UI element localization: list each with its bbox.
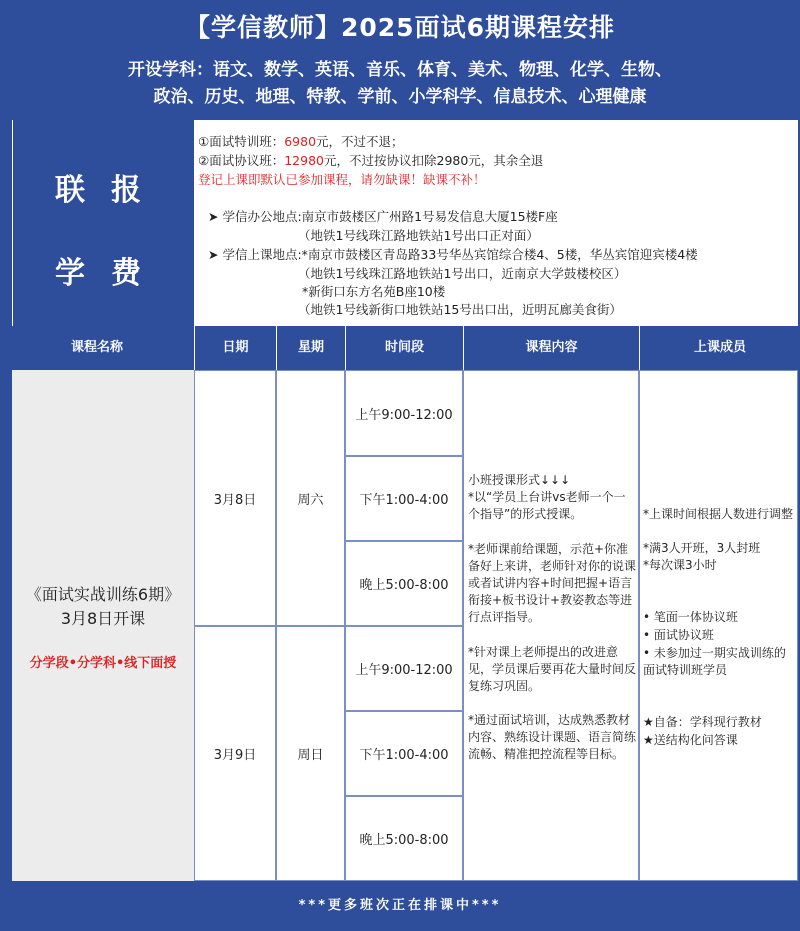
label-enroll: 联报 [55, 173, 167, 208]
content-item: *通过面试培训，达成熟悉教材内容、熟练设计课题、语言简练流畅、精准把控流程等目标。 [468, 713, 637, 761]
class2-line: ②面试协议班：12980元，不过按协议扣除2980元，其余全退 [198, 153, 544, 168]
fee-info-box [194, 122, 798, 324]
class-transit-2: （地铁1号线新街口地铁站15号出口出，近明瓦廊美食街） [298, 302, 622, 317]
time-slot: 下午1:00-4:00 [345, 456, 463, 541]
th-course: 课程名称 [0, 326, 194, 370]
th-time: 时间段 [345, 326, 463, 370]
label-fee: 学费 [55, 256, 167, 291]
weekday-cell: 周日 [276, 626, 345, 881]
course-tag: 分学段•分学科•线下面授 [29, 656, 177, 671]
th-members: 上课成员 [639, 326, 800, 370]
course-content-cell [463, 370, 639, 881]
notice-line: 登记上课即默认已参加课程，请勿缺课！缺课不补！ [198, 172, 486, 187]
left-label-panel [0, 120, 194, 326]
time-slot: 下午1:00-4:00 [345, 711, 463, 796]
time-slot: 晚上5:00-8:00 [345, 541, 463, 626]
date-cell: 3月8日 [194, 370, 276, 626]
subjects-line-2: 政治、历史、地理、特教、学前、小学科学、信息技术、心理健康 [153, 87, 647, 107]
members-cell [639, 370, 798, 881]
subjects-line-1: 开设学科：语文、数学、英语、音乐、体育、美术、物理、化学、生物、 [128, 60, 672, 80]
course-name-cell [12, 370, 194, 881]
header [0, 0, 800, 120]
weekday-cell: 周六 [276, 370, 345, 626]
content-item: *老师课前给课题，示范+你准备好上来讲，老师针对你的说课或者试讲内容+时间把握+语言衔接+板书设计+教姿教态等进行点评指导。 [468, 542, 637, 624]
footer-banner: ***更多班次正在排课中*** [0, 881, 800, 931]
date-cell: 3月9日 [194, 626, 276, 881]
member-note: *满3人开班，3人封班 [643, 541, 761, 555]
class-address: ➤ 学信上课地点:*南京市鼓楼区青岛路33号华丛宾馆综合楼4、5楼，华丛宾馆迎宾楼4楼 [208, 247, 698, 262]
class1-line: ①面试特训班：6980元，不过不退； [198, 134, 404, 149]
content-item: *针对课上老师提出的改进意见，学员课后要再花大量时间反复练习巩固。 [468, 645, 637, 693]
page-title: 【学信教师】2025面试6期课程安排 [185, 13, 615, 42]
office-transit: （地铁1号线珠江路地铁站1号出口正对面） [298, 228, 539, 243]
time-slot: 上午9:00-12:00 [345, 626, 463, 711]
th-content: 课程内容 [463, 326, 639, 370]
member-extra: ★送结构化问答课 [643, 733, 738, 747]
content-item: 小班授课形式↓↓↓ [468, 473, 571, 487]
member-type: • 面试协议班 [643, 628, 714, 642]
time-slot: 晚上5:00-8:00 [345, 796, 463, 881]
course-name: 《面试实战训练6期》 [25, 585, 181, 604]
course-start: 3月8日开课 [60, 609, 146, 628]
member-note: *上课时间根据人数进行调整 [643, 507, 794, 521]
member-note: *每次课3小时 [643, 558, 717, 572]
th-weekday: 星期 [276, 326, 345, 370]
member-type: • 未参加过一期实战训练的面试特训班学员 [643, 646, 786, 677]
office-address: ➤ 学信办公地点:南京市鼓楼区广州路1号易发信息大厦15楼F座 [208, 209, 558, 224]
member-type: • 笔面一体协议班 [643, 610, 738, 624]
content-item: *以“学员上台讲vs老师一个一个指导”的形式授课。 [468, 490, 626, 521]
class-address-2: *新街口东方名苑B座10楼 [302, 284, 446, 299]
member-extra: ★自备：学科现行教材 [643, 715, 762, 729]
th-date: 日期 [194, 326, 276, 370]
class-transit: （地铁1号线珠江路地铁站1号出口，近南京大学鼓楼校区） [298, 266, 627, 281]
time-slot: 上午9:00-12:00 [345, 370, 463, 456]
